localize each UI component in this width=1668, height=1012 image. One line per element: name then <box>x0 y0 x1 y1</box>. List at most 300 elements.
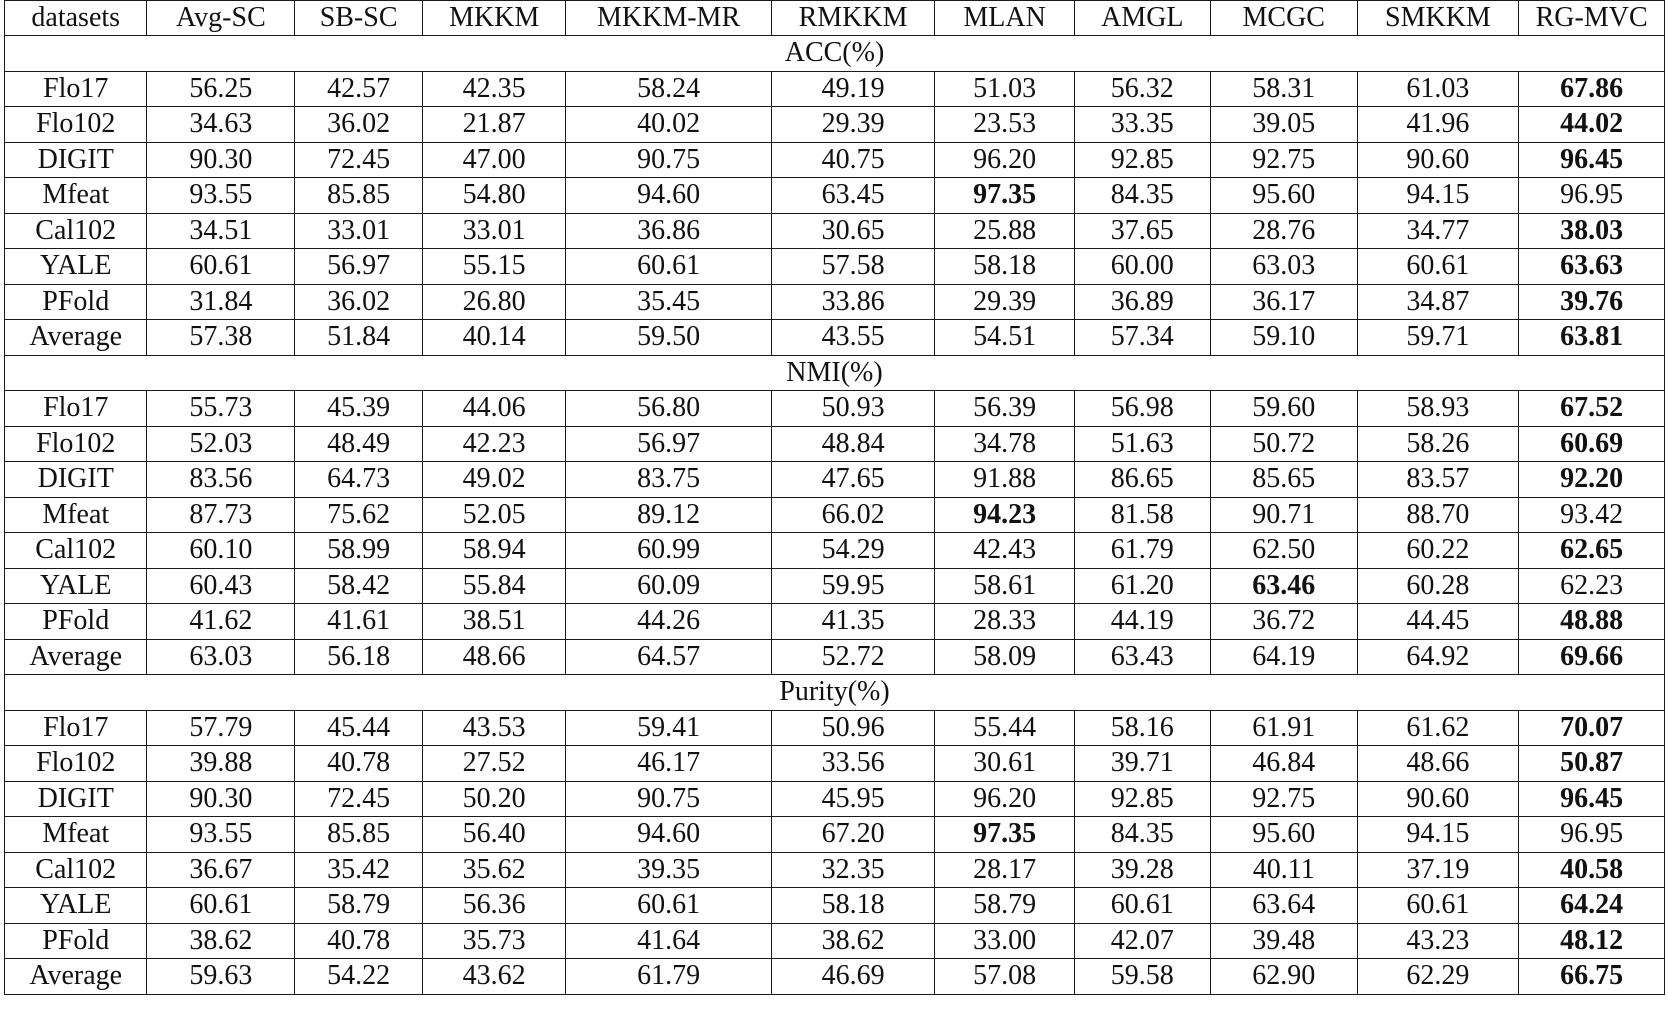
column-header-method: MLAN <box>935 1 1074 36</box>
value-cell: 72.45 <box>295 781 423 817</box>
value-cell: 29.39 <box>771 107 935 143</box>
value-cell: 90.75 <box>566 781 771 817</box>
table-row <box>5 568 1665 604</box>
value-cell: 61.62 <box>1357 710 1519 746</box>
value-cell: 60.61 <box>1357 888 1519 924</box>
value-cell: 40.75 <box>771 142 935 178</box>
section-header-row <box>5 675 1665 711</box>
value-cell: 38.62 <box>771 923 935 959</box>
value-cell: 54.22 <box>295 959 423 995</box>
dataset-name-cell: Mfeat <box>5 817 147 853</box>
value-cell: 90.60 <box>1357 142 1519 178</box>
value-cell: 58.79 <box>935 888 1074 924</box>
best-value-cell: 39.76 <box>1519 284 1665 320</box>
best-value-cell: 67.86 <box>1519 71 1665 107</box>
value-cell: 39.35 <box>566 852 771 888</box>
table-row <box>5 639 1665 675</box>
value-cell: 54.80 <box>422 178 566 214</box>
table-row <box>5 710 1665 746</box>
value-cell: 85.85 <box>295 817 423 853</box>
value-cell: 83.57 <box>1357 462 1519 498</box>
value-cell: 58.42 <box>295 568 423 604</box>
value-cell: 59.63 <box>147 959 295 995</box>
value-cell: 66.02 <box>771 497 935 533</box>
dataset-name-cell: YALE <box>5 249 147 285</box>
dataset-name-cell: Mfeat <box>5 497 147 533</box>
value-cell: 33.56 <box>771 746 935 782</box>
value-cell: 56.32 <box>1074 71 1210 107</box>
value-cell: 64.73 <box>295 462 423 498</box>
value-cell: 51.03 <box>935 71 1074 107</box>
value-cell: 43.53 <box>422 710 566 746</box>
value-cell: 56.97 <box>566 426 771 462</box>
value-cell: 62.29 <box>1357 959 1519 995</box>
value-cell: 26.80 <box>422 284 566 320</box>
value-cell: 54.51 <box>935 320 1074 356</box>
value-cell: 60.61 <box>147 249 295 285</box>
value-cell: 28.17 <box>935 852 1074 888</box>
dataset-name-cell: PFold <box>5 923 147 959</box>
value-cell: 87.73 <box>147 497 295 533</box>
section-title: ACC(%) <box>5 36 1665 72</box>
value-cell: 92.75 <box>1210 142 1357 178</box>
best-value-cell: 62.65 <box>1519 533 1665 569</box>
value-cell: 38.51 <box>422 604 566 640</box>
value-cell: 28.33 <box>935 604 1074 640</box>
value-cell: 32.35 <box>771 852 935 888</box>
value-cell: 58.79 <box>295 888 423 924</box>
value-cell: 58.16 <box>1074 710 1210 746</box>
table-row <box>5 497 1665 533</box>
value-cell: 35.42 <box>295 852 423 888</box>
value-cell: 64.57 <box>566 639 771 675</box>
value-cell: 50.96 <box>771 710 935 746</box>
value-cell: 43.23 <box>1357 923 1519 959</box>
table-row <box>5 781 1665 817</box>
value-cell: 60.61 <box>147 888 295 924</box>
value-cell: 91.88 <box>935 462 1074 498</box>
value-cell: 50.93 <box>771 391 935 427</box>
value-cell: 60.00 <box>1074 249 1210 285</box>
value-cell: 62.23 <box>1519 568 1665 604</box>
dataset-name-cell: Cal102 <box>5 533 147 569</box>
value-cell: 51.63 <box>1074 426 1210 462</box>
column-header-method: RG-MVC <box>1519 1 1665 36</box>
value-cell: 42.57 <box>295 71 423 107</box>
dataset-name-cell: Flo102 <box>5 746 147 782</box>
value-cell: 33.00 <box>935 923 1074 959</box>
best-value-cell: 66.75 <box>1519 959 1665 995</box>
value-cell: 58.18 <box>771 888 935 924</box>
value-cell: 63.45 <box>771 178 935 214</box>
value-cell: 58.09 <box>935 639 1074 675</box>
best-value-cell: 48.12 <box>1519 923 1665 959</box>
column-header-datasets: datasets <box>5 1 147 36</box>
value-cell: 61.91 <box>1210 710 1357 746</box>
table-row <box>5 817 1665 853</box>
best-value-cell: 67.52 <box>1519 391 1665 427</box>
dataset-name-cell: PFold <box>5 284 147 320</box>
value-cell: 48.66 <box>422 639 566 675</box>
value-cell: 72.45 <box>295 142 423 178</box>
value-cell: 36.02 <box>295 284 423 320</box>
value-cell: 39.48 <box>1210 923 1357 959</box>
value-cell: 35.73 <box>422 923 566 959</box>
best-value-cell: 38.03 <box>1519 213 1665 249</box>
value-cell: 61.79 <box>566 959 771 995</box>
value-cell: 39.71 <box>1074 746 1210 782</box>
value-cell: 59.41 <box>566 710 771 746</box>
value-cell: 28.76 <box>1210 213 1357 249</box>
value-cell: 40.11 <box>1210 852 1357 888</box>
value-cell: 60.10 <box>147 533 295 569</box>
value-cell: 27.52 <box>422 746 566 782</box>
value-cell: 75.62 <box>295 497 423 533</box>
value-cell: 63.64 <box>1210 888 1357 924</box>
value-cell: 59.95 <box>771 568 935 604</box>
table-row <box>5 391 1665 427</box>
value-cell: 52.72 <box>771 639 935 675</box>
value-cell: 48.84 <box>771 426 935 462</box>
value-cell: 48.66 <box>1357 746 1519 782</box>
best-value-cell: 60.69 <box>1519 426 1665 462</box>
value-cell: 29.39 <box>935 284 1074 320</box>
value-cell: 55.73 <box>147 391 295 427</box>
value-cell: 58.26 <box>1357 426 1519 462</box>
value-cell: 42.43 <box>935 533 1074 569</box>
value-cell: 58.24 <box>566 71 771 107</box>
value-cell: 34.87 <box>1357 284 1519 320</box>
value-cell: 37.65 <box>1074 213 1210 249</box>
value-cell: 35.45 <box>566 284 771 320</box>
value-cell: 58.18 <box>935 249 1074 285</box>
value-cell: 94.15 <box>1357 178 1519 214</box>
value-cell: 44.06 <box>422 391 566 427</box>
value-cell: 96.20 <box>935 781 1074 817</box>
column-header-method: SMKKM <box>1357 1 1519 36</box>
value-cell: 56.40 <box>422 817 566 853</box>
value-cell: 58.31 <box>1210 71 1357 107</box>
value-cell: 34.77 <box>1357 213 1519 249</box>
value-cell: 86.65 <box>1074 462 1210 498</box>
dataset-name-cell: Flo17 <box>5 710 147 746</box>
value-cell: 90.75 <box>566 142 771 178</box>
value-cell: 44.19 <box>1074 604 1210 640</box>
value-cell: 55.84 <box>422 568 566 604</box>
value-cell: 47.65 <box>771 462 935 498</box>
best-value-cell: 63.81 <box>1519 320 1665 356</box>
value-cell: 51.84 <box>295 320 423 356</box>
value-cell: 36.02 <box>295 107 423 143</box>
value-cell: 52.05 <box>422 497 566 533</box>
value-cell: 31.84 <box>147 284 295 320</box>
dataset-name-cell: YALE <box>5 888 147 924</box>
best-value-cell: 63.46 <box>1210 568 1357 604</box>
dataset-name-cell: Flo102 <box>5 107 147 143</box>
value-cell: 61.03 <box>1357 71 1519 107</box>
value-cell: 62.50 <box>1210 533 1357 569</box>
value-cell: 62.90 <box>1210 959 1357 995</box>
value-cell: 58.94 <box>422 533 566 569</box>
value-cell: 36.72 <box>1210 604 1357 640</box>
value-cell: 43.55 <box>771 320 935 356</box>
table-row <box>5 426 1665 462</box>
value-cell: 40.14 <box>422 320 566 356</box>
value-cell: 88.70 <box>1357 497 1519 533</box>
value-cell: 60.28 <box>1357 568 1519 604</box>
column-header-method: MCGC <box>1210 1 1357 36</box>
best-value-cell: 97.35 <box>935 178 1074 214</box>
value-cell: 40.78 <box>295 923 423 959</box>
value-cell: 54.29 <box>771 533 935 569</box>
value-cell: 50.72 <box>1210 426 1357 462</box>
best-value-cell: 48.88 <box>1519 604 1665 640</box>
dataset-name-cell: DIGIT <box>5 142 147 178</box>
table-row <box>5 852 1665 888</box>
table-row <box>5 320 1665 356</box>
table-row <box>5 888 1665 924</box>
section-title: Purity(%) <box>5 675 1665 711</box>
value-cell: 59.58 <box>1074 959 1210 995</box>
best-value-cell: 40.58 <box>1519 852 1665 888</box>
value-cell: 92.85 <box>1074 781 1210 817</box>
value-cell: 90.71 <box>1210 497 1357 533</box>
best-value-cell: 50.87 <box>1519 746 1665 782</box>
value-cell: 95.60 <box>1210 178 1357 214</box>
value-cell: 30.61 <box>935 746 1074 782</box>
value-cell: 36.86 <box>566 213 771 249</box>
value-cell: 39.88 <box>147 746 295 782</box>
value-cell: 63.03 <box>1210 249 1357 285</box>
value-cell: 36.89 <box>1074 284 1210 320</box>
column-header-method: SB-SC <box>295 1 423 36</box>
value-cell: 44.45 <box>1357 604 1519 640</box>
value-cell: 90.30 <box>147 781 295 817</box>
table-row <box>5 142 1665 178</box>
value-cell: 59.50 <box>566 320 771 356</box>
dataset-name-cell: DIGIT <box>5 462 147 498</box>
value-cell: 57.79 <box>147 710 295 746</box>
value-cell: 60.22 <box>1357 533 1519 569</box>
value-cell: 83.75 <box>566 462 771 498</box>
value-cell: 61.20 <box>1074 568 1210 604</box>
value-cell: 48.49 <box>295 426 423 462</box>
value-cell: 63.43 <box>1074 639 1210 675</box>
value-cell: 41.96 <box>1357 107 1519 143</box>
section-title: NMI(%) <box>5 355 1665 391</box>
value-cell: 85.85 <box>295 178 423 214</box>
best-value-cell: 63.63 <box>1519 249 1665 285</box>
value-cell: 40.78 <box>295 746 423 782</box>
value-cell: 45.44 <box>295 710 423 746</box>
table-row <box>5 462 1665 498</box>
value-cell: 94.15 <box>1357 817 1519 853</box>
value-cell: 37.19 <box>1357 852 1519 888</box>
results-table-container <box>4 0 1665 995</box>
section-header-row <box>5 36 1665 72</box>
value-cell: 40.02 <box>566 107 771 143</box>
value-cell: 49.19 <box>771 71 935 107</box>
header-row <box>5 1 1665 36</box>
value-cell: 58.99 <box>295 533 423 569</box>
value-cell: 33.86 <box>771 284 935 320</box>
section-header-row <box>5 355 1665 391</box>
value-cell: 58.93 <box>1357 391 1519 427</box>
value-cell: 67.20 <box>771 817 935 853</box>
table-row <box>5 249 1665 285</box>
value-cell: 39.28 <box>1074 852 1210 888</box>
value-cell: 60.61 <box>1074 888 1210 924</box>
table-row <box>5 959 1665 995</box>
value-cell: 95.60 <box>1210 817 1357 853</box>
value-cell: 23.53 <box>935 107 1074 143</box>
value-cell: 56.25 <box>147 71 295 107</box>
value-cell: 90.60 <box>1357 781 1519 817</box>
column-header-method: RMKKM <box>771 1 935 36</box>
value-cell: 64.92 <box>1357 639 1519 675</box>
value-cell: 44.26 <box>566 604 771 640</box>
value-cell: 60.61 <box>1357 249 1519 285</box>
value-cell: 93.55 <box>147 178 295 214</box>
dataset-name-cell: YALE <box>5 568 147 604</box>
value-cell: 41.64 <box>566 923 771 959</box>
column-header-method: Avg-SC <box>147 1 295 36</box>
value-cell: 41.35 <box>771 604 935 640</box>
value-cell: 50.20 <box>422 781 566 817</box>
value-cell: 59.10 <box>1210 320 1357 356</box>
value-cell: 60.61 <box>566 888 771 924</box>
value-cell: 64.19 <box>1210 639 1357 675</box>
value-cell: 55.15 <box>422 249 566 285</box>
best-value-cell: 94.23 <box>935 497 1074 533</box>
value-cell: 46.84 <box>1210 746 1357 782</box>
table-row <box>5 213 1665 249</box>
dataset-name-cell: DIGIT <box>5 781 147 817</box>
value-cell: 59.60 <box>1210 391 1357 427</box>
value-cell: 56.80 <box>566 391 771 427</box>
dataset-name-cell: Cal102 <box>5 852 147 888</box>
value-cell: 38.62 <box>147 923 295 959</box>
best-value-cell: 96.45 <box>1519 781 1665 817</box>
value-cell: 57.38 <box>147 320 295 356</box>
value-cell: 60.99 <box>566 533 771 569</box>
value-cell: 45.39 <box>295 391 423 427</box>
value-cell: 96.95 <box>1519 178 1665 214</box>
dataset-name-cell: Flo17 <box>5 391 147 427</box>
value-cell: 41.61 <box>295 604 423 640</box>
value-cell: 84.35 <box>1074 178 1210 214</box>
value-cell: 84.35 <box>1074 817 1210 853</box>
value-cell: 34.63 <box>147 107 295 143</box>
value-cell: 83.56 <box>147 462 295 498</box>
table-row <box>5 604 1665 640</box>
value-cell: 85.65 <box>1210 462 1357 498</box>
value-cell: 89.12 <box>566 497 771 533</box>
value-cell: 92.75 <box>1210 781 1357 817</box>
value-cell: 94.60 <box>566 817 771 853</box>
value-cell: 43.62 <box>422 959 566 995</box>
value-cell: 25.88 <box>935 213 1074 249</box>
value-cell: 42.35 <box>422 71 566 107</box>
value-cell: 90.30 <box>147 142 295 178</box>
value-cell: 59.71 <box>1357 320 1519 356</box>
table-row <box>5 923 1665 959</box>
column-header-method: AMGL <box>1074 1 1210 36</box>
value-cell: 33.35 <box>1074 107 1210 143</box>
value-cell: 57.08 <box>935 959 1074 995</box>
table-row <box>5 71 1665 107</box>
value-cell: 55.44 <box>935 710 1074 746</box>
results-table <box>4 0 1665 995</box>
value-cell: 60.61 <box>566 249 771 285</box>
best-value-cell: 69.66 <box>1519 639 1665 675</box>
dataset-name-cell: Flo17 <box>5 71 147 107</box>
value-cell: 61.79 <box>1074 533 1210 569</box>
value-cell: 56.36 <box>422 888 566 924</box>
best-value-cell: 64.24 <box>1519 888 1665 924</box>
dataset-name-cell: Average <box>5 320 147 356</box>
value-cell: 57.58 <box>771 249 935 285</box>
value-cell: 96.95 <box>1519 817 1665 853</box>
value-cell: 33.01 <box>422 213 566 249</box>
best-value-cell: 44.02 <box>1519 107 1665 143</box>
dataset-name-cell: PFold <box>5 604 147 640</box>
value-cell: 42.07 <box>1074 923 1210 959</box>
dataset-name-cell: Cal102 <box>5 213 147 249</box>
best-value-cell: 97.35 <box>935 817 1074 853</box>
value-cell: 63.03 <box>147 639 295 675</box>
value-cell: 46.17 <box>566 746 771 782</box>
table-body <box>5 36 1665 995</box>
value-cell: 56.18 <box>295 639 423 675</box>
value-cell: 45.95 <box>771 781 935 817</box>
value-cell: 60.43 <box>147 568 295 604</box>
value-cell: 36.67 <box>147 852 295 888</box>
value-cell: 60.09 <box>566 568 771 604</box>
value-cell: 39.05 <box>1210 107 1357 143</box>
value-cell: 93.42 <box>1519 497 1665 533</box>
value-cell: 41.62 <box>147 604 295 640</box>
value-cell: 93.55 <box>147 817 295 853</box>
value-cell: 36.17 <box>1210 284 1357 320</box>
value-cell: 30.65 <box>771 213 935 249</box>
value-cell: 34.51 <box>147 213 295 249</box>
value-cell: 56.97 <box>295 249 423 285</box>
table-row <box>5 107 1665 143</box>
dataset-name-cell: Average <box>5 639 147 675</box>
value-cell: 92.85 <box>1074 142 1210 178</box>
table-row <box>5 533 1665 569</box>
column-header-method: MKKM-MR <box>566 1 771 36</box>
best-value-cell: 96.45 <box>1519 142 1665 178</box>
dataset-name-cell: Average <box>5 959 147 995</box>
value-cell: 47.00 <box>422 142 566 178</box>
value-cell: 34.78 <box>935 426 1074 462</box>
best-value-cell: 92.20 <box>1519 462 1665 498</box>
value-cell: 58.61 <box>935 568 1074 604</box>
value-cell: 21.87 <box>422 107 566 143</box>
dataset-name-cell: Mfeat <box>5 178 147 214</box>
table-row <box>5 746 1665 782</box>
column-header-method: MKKM <box>422 1 566 36</box>
value-cell: 49.02 <box>422 462 566 498</box>
dataset-name-cell: Flo102 <box>5 426 147 462</box>
value-cell: 35.62 <box>422 852 566 888</box>
value-cell: 46.69 <box>771 959 935 995</box>
value-cell: 56.39 <box>935 391 1074 427</box>
value-cell: 42.23 <box>422 426 566 462</box>
value-cell: 81.58 <box>1074 497 1210 533</box>
